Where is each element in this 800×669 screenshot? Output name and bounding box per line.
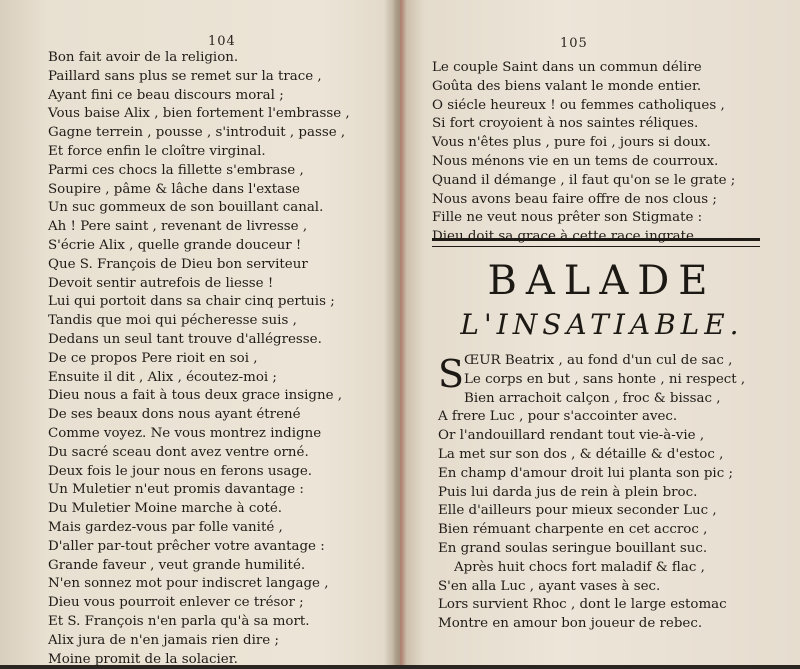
verse-line: Bon fait avoir de la religion. (48, 49, 350, 68)
verse-line: Bien arrachoit calçon , froc & bissac , (438, 390, 745, 409)
verse-line: Nous ménons vie en un tems de courroux. (432, 153, 735, 172)
decorative-rule (432, 238, 760, 247)
verse-line: Lui qui portoit dans sa chair cinq pertuis ; (48, 293, 350, 312)
verse-line: Du sacré sceau dont avez ventre orné. (48, 444, 350, 463)
left-page-text (48, 49, 350, 669)
verse-line: Si fort croyoient à nos saintes réliques. (432, 115, 735, 134)
verse-line: Tandis que moi qui pécheresse suis , (48, 312, 350, 331)
verse-line: Vous n'êtes plus , pure foi , jours si doux. (432, 134, 735, 153)
verse-line: Du Muletier Moine marche à coté. (48, 500, 350, 519)
verse-line: Nous avons beau faire offre de nos clous ; (432, 191, 735, 210)
verse-line: Ayant fini ce beau discours moral ; (48, 87, 350, 106)
verse-line: O siécle heureux ! ou femmes catholiques , (432, 97, 735, 116)
verse-line: Dieu nous a fait à tous deux grace insigne , (48, 387, 350, 406)
verse-line: A frere Luc , pour s'accointer avec. (438, 408, 745, 427)
verse-line: Vous baise Alix , bien fortement l'embrasse , (48, 105, 350, 124)
verse-line: Quand il démange , il faut qu'on se le grate ; (432, 172, 735, 191)
verse-line: De ce propos Pere rioit en soi , (48, 350, 350, 369)
verse-line: Ensuite il dit , Alix , écoutez-moi ; (48, 369, 350, 388)
left-page (0, 0, 396, 665)
verse-line: Moine promit de la solacier. (48, 651, 350, 669)
verse-line: Comme voyez. Ne vous montrez indigne (48, 425, 350, 444)
page-number-left: 104 (208, 34, 236, 49)
verse-line: Puis lui darda jus de rein à plein broc. (438, 484, 745, 503)
verse-line: Goûta des biens valant le monde entier. (432, 78, 735, 97)
verse-line: Deux fois le jour nous en ferons usage. (48, 463, 350, 482)
verse-line: S'en alla Luc , ayant vases à sec. (438, 578, 745, 597)
verse-line: Elle d'ailleurs pour mieux seconder Luc , (438, 502, 745, 521)
verse-line: Bien rémuant charpente en cet accroc , (438, 521, 745, 540)
verse-line: S'écrie Alix , quelle grande douceur ! (48, 237, 350, 256)
page-number-right: 105 (560, 36, 588, 51)
verse-line: Dedans un seul tant trouve d'allégresse. (48, 331, 350, 350)
verse-line: Et force enfin le cloître virginal. (48, 143, 350, 162)
verse-line: Le corps en but , sans honte , ni respect , (438, 371, 745, 390)
right-page-text (432, 59, 735, 247)
verse-line: Soupire , pâme & lâche dans l'extase (48, 181, 350, 200)
verse-line: Alix jura de n'en jamais rien dire ; (48, 632, 350, 651)
verse-line: Un Muletier n'eut promis davantage : (48, 481, 350, 500)
verse-line: Après huit chocs fort maladif & flac , (438, 559, 745, 578)
poem-subtitle: L'INSATIABLE. (438, 308, 766, 341)
right-page (404, 0, 800, 665)
verse-line: D'aller par-tout prêcher votre avantage : (48, 538, 350, 557)
verse-line: Parmi ces chocs la fillette s'embrase , (48, 162, 350, 181)
verse-line: Dieu doit sa grace à cette race ingrate. (432, 228, 735, 247)
poem-title: BALADE (438, 258, 766, 304)
verse-line: En grand soulas seringue bouillant suc. (438, 540, 745, 559)
verse-line: Paillard sans plus se remet sur la trace , (48, 68, 350, 87)
poem-body (438, 352, 745, 634)
verse-line: Que S. François de Dieu bon serviteur (48, 256, 350, 275)
verse-line: Gagne terrein , pousse , s'introduit , passe , (48, 124, 350, 143)
verse-line: Ah ! Pere saint , revenant de livresse , (48, 218, 350, 237)
verse-line: La met sur son dos , & détaille & d'estoc , (438, 446, 745, 465)
verse-line: De ses beaux dons nous ayant étrené (48, 406, 350, 425)
verse-line: N'en sonnez mot pour indiscret langage , (48, 575, 350, 594)
verse-line: Fille ne veut nous prêter son Stigmate : (432, 209, 735, 228)
verse-line: Et S. François n'en parla qu'à sa mort. (48, 613, 350, 632)
verse-line: Montre en amour bon joueur de rebec. (438, 615, 745, 634)
verse-line: Grande faveur , veut grande humilité. (48, 557, 350, 576)
verse-line: En champ d'amour droit lui planta son pic ; (438, 465, 745, 484)
drop-cap: S (438, 355, 464, 393)
verse-line: Un suc gommeux de son bouillant canal. (48, 199, 350, 218)
verse-line: Dieu vous pourroit enlever ce trésor ; (48, 594, 350, 613)
verse-line: Lors survient Rhoc , dont le large estomac (438, 596, 745, 615)
verse-line: ŒUR Beatrix , au fond d'un cul de sac , (438, 352, 745, 371)
verse-line: Mais gardez-vous par folle vanité , (48, 519, 350, 538)
verse-line: Le couple Saint dans un commun délire (432, 59, 735, 78)
verse-line: Or l'andouillard rendant tout vie-à-vie , (438, 427, 745, 446)
verse-line: Devoit sentir autrefois de liesse ! (48, 275, 350, 294)
